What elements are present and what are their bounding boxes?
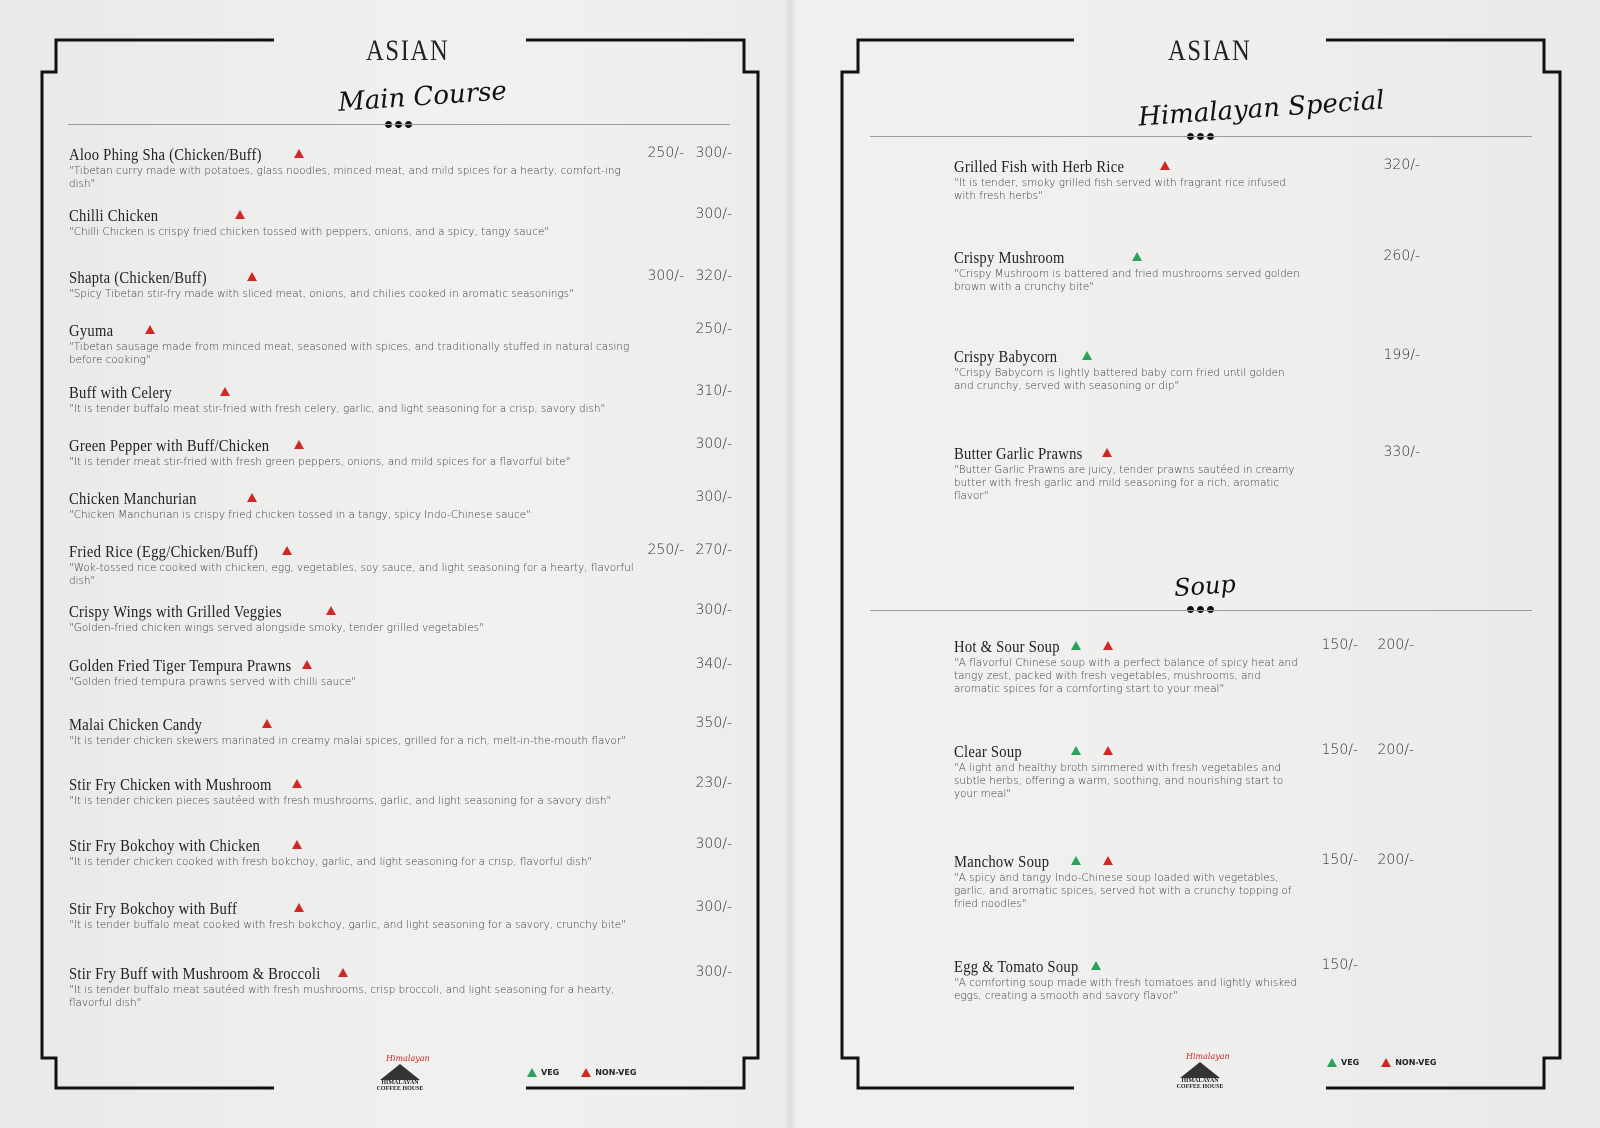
menu-item-name: Aloo Phing Sha (Chicken/Buff) — [69, 145, 262, 164]
price-large: 340/- — [695, 656, 732, 672]
right-page — [800, 0, 1600, 1128]
non-veg-icon — [294, 903, 304, 912]
section-divider — [870, 136, 1532, 137]
price-large: 300/- — [695, 206, 732, 222]
veg-icon — [1071, 746, 1081, 755]
price-large: 330/- — [1383, 444, 1420, 460]
section-heading-special: Himalayan Special — [1137, 85, 1386, 133]
menu-item-name: Stir Fry Bokchoy with Chicken — [69, 836, 261, 855]
price-large: 200/- — [1377, 742, 1414, 758]
price-large: 300/- — [695, 964, 732, 980]
price-large: 310/- — [695, 383, 732, 399]
menu-item-description: "It is tender buffalo meat cooked with fresh bokchoy, garlic, and light seasoning for a savory, crunchy bite" — [69, 919, 626, 931]
price-large: 300/- — [695, 899, 732, 915]
menu-item-description: "A comforting soup made with fresh tomatoes and lightly whisked eggs, creating a smooth and savory flavor" — [954, 977, 1297, 1002]
menu-item-description: "It is tender buffalo meat stir-fried with fresh celery, garlic, and light seasoning for a crisp, savory dish" — [69, 403, 606, 415]
price-large: 230/- — [695, 775, 732, 791]
price-large: 300/- — [695, 489, 732, 505]
brand-logo: Himalayan HIMALAYAN COFFEE HOUSE — [1176, 1052, 1230, 1090]
non-veg-icon — [292, 779, 302, 788]
menu-item-name: Egg & Tomato Soup — [954, 957, 1079, 976]
menu-item-description: "It is tender chicken skewers marinated in creamy malai spices, grilled for a rich, melt-in-the-mouth flavor" — [69, 735, 626, 747]
non-veg-icon — [235, 210, 245, 219]
non-veg-icon — [247, 272, 257, 281]
menu-item-description: "It is tender, smoky grilled fish served with fragrant rice infused with fresh herbs" — [954, 177, 1286, 202]
veg-icon — [1132, 252, 1142, 261]
page-title: ASIAN — [366, 34, 450, 67]
menu-item-description: "Wok-tossed rice cooked with chicken, egg, vegetables, soy sauce, and light seasoning for a hearty, flavorful dish" — [69, 562, 634, 587]
non-veg-icon — [220, 387, 230, 396]
menu-item-name: Stir Fry Bokchoy with Buff — [69, 899, 238, 918]
non-veg-icon — [145, 325, 155, 334]
price-small: 150/- — [1321, 742, 1358, 758]
price-small: 300/- — [647, 268, 684, 284]
menu-item-name: Stir Fry Buff with Mushroom & Broccoli — [69, 964, 321, 983]
right-page-frame — [800, 0, 1600, 1128]
menu-item-name: Manchow Soup — [954, 852, 1050, 871]
price-large: 250/- — [695, 321, 732, 337]
menu-item-name: Crispy Babycorn — [954, 347, 1058, 366]
price-small: 150/- — [1321, 637, 1358, 653]
menu-item-name: Buff with Celery — [69, 383, 172, 402]
menu-item-name: Butter Garlic Prawns — [954, 444, 1083, 463]
price-large: 300/- — [695, 836, 732, 852]
menu-item-name: Shapta (Chicken/Buff) — [69, 268, 207, 287]
menu-item-description: "It is tender meat stir-fried with fresh green peppers, onions, and mild spices for a flavorful bite" — [69, 456, 571, 468]
veg-icon — [527, 1068, 537, 1077]
non-veg-icon — [262, 719, 272, 728]
price-small: 250/- — [647, 542, 684, 558]
non-veg-icon — [282, 546, 292, 555]
diet-legend: VEG NON-VEG — [527, 1068, 658, 1077]
price-large: 350/- — [695, 715, 732, 731]
section-heading: Main Course — [337, 76, 508, 118]
menu-item-name: Gyuma — [69, 321, 114, 340]
non-veg-icon — [247, 493, 257, 502]
menu-item-description: "A spicy and tangy Indo-Chinese soup loaded with vegetables, garlic, and aromatic spices, served hot with a crunchy topping of fried noodles" — [954, 872, 1292, 910]
price-large: 199/- — [1383, 347, 1420, 363]
menu-item-name: Golden Fried Tiger Tempura Prawns — [69, 656, 292, 675]
menu-item-description: "Crispy Mushroom is battered and fried mushrooms served golden brown with a crunchy bite" — [954, 268, 1300, 293]
section-divider — [68, 124, 730, 125]
price-large: 300/- — [695, 602, 732, 618]
price-large: 200/- — [1377, 852, 1414, 868]
section-heading-soup: Soup — [1173, 569, 1237, 603]
menu-item-name: Chicken Manchurian — [69, 489, 197, 508]
veg-icon — [1071, 856, 1081, 865]
diet-legend: VEG NON-VEG — [1327, 1058, 1458, 1067]
non-veg-icon — [294, 440, 304, 449]
menu-item-description: "Golden fried tempura prawns served with chilli sauce" — [69, 676, 357, 688]
menu-item-description: "Tibetan sausage made from minced meat, seasoned with spices, and traditionally stuffed in natural casing before cooking" — [69, 341, 630, 366]
menu-item-name: Hot & Sour Soup — [954, 637, 1060, 656]
menu-item-name: Crispy Mushroom — [954, 248, 1065, 267]
veg-icon — [1327, 1058, 1337, 1067]
price-large: 200/- — [1377, 637, 1414, 653]
price-small: 150/- — [1321, 852, 1358, 868]
non-veg-icon — [326, 606, 336, 615]
menu-item-description: "Butter Garlic Prawns are juicy, tender prawns sautéed in creamy butter with fresh garlic and mild seasoning for a rich, aromatic flavor" — [954, 464, 1295, 502]
brand-logo: Himalayan HIMALAYAN COFFEE HOUSE — [376, 1054, 430, 1092]
non-veg-icon — [294, 149, 304, 158]
section-divider — [870, 610, 1532, 611]
menu-item-name: Clear Soup — [954, 742, 1022, 761]
price-large: 300/- — [695, 145, 732, 161]
menu-item-description: "Crispy Babycorn is lightly battered baby corn fried until golden and crunchy, served with seasoning or dip" — [954, 367, 1285, 392]
menu-item-name: Malai Chicken Candy — [69, 715, 203, 734]
price-large: 320/- — [1383, 157, 1420, 173]
non-veg-icon — [1103, 856, 1113, 865]
menu-item-name: Grilled Fish with Herb Rice — [954, 157, 1125, 176]
menu-item-name: Fried Rice (Egg/Chicken/Buff) — [69, 542, 259, 561]
page-title: ASIAN — [1168, 34, 1252, 67]
menu-item-description: "A light and healthy broth simmered with fresh vegetables and subtle herbs, offering a warm, soothing, and nourishing start to your meal" — [954, 762, 1284, 800]
menu-item-description: "A flavorful Chinese soup with a perfect balance of spicy heat and tangy zest, packed with fresh vegetables, mushrooms, and aromatic spices for a comforting start to your meal" — [954, 657, 1298, 695]
price-small: 150/- — [1321, 957, 1358, 973]
menu-item-description: "Spicy Tibetan stir-fry made with sliced meat, onions, and chilies cooked in aromatic seasonings" — [69, 288, 574, 300]
non-veg-icon — [1103, 746, 1113, 755]
price-large: 270/- — [695, 542, 732, 558]
non-veg-icon — [1102, 448, 1112, 457]
menu-item-name: Crispy Wings with Grilled Veggies — [69, 602, 282, 621]
non-veg-icon — [1381, 1058, 1391, 1067]
menu-item-description: "It is tender buffalo meat sautéed with fresh mushrooms, crisp broccoli, and light seasoning for a hearty, flavorful dish" — [69, 984, 615, 1009]
menu-item-name: Chilli Chicken — [69, 206, 159, 225]
non-veg-icon — [581, 1068, 591, 1077]
veg-icon — [1082, 351, 1092, 360]
menu-item-description: "Golden-fried chicken wings served alongside smoky, tender grilled vegetables" — [69, 622, 484, 634]
price-large: 300/- — [695, 436, 732, 452]
menu-item-description: "It is tender chicken pieces sautéed with fresh mushrooms, garlic, and light seasoning for a savory dish" — [69, 795, 612, 807]
menu-item-description: "Tibetan curry made with potatoes, glass noodles, minced meat, and mild spices for a hearty, comfort-ing dish" — [69, 165, 621, 190]
non-veg-icon — [338, 968, 348, 977]
price-large: 320/- — [695, 268, 732, 284]
menu-item-description: "Chicken Manchurian is crispy fried chicken tossed in a tangy, spicy Indo-Chinese sauce" — [69, 509, 531, 521]
menu-item-name: Stir Fry Chicken with Mushroom — [69, 775, 272, 794]
non-veg-icon — [302, 660, 312, 669]
veg-icon — [1071, 641, 1081, 650]
non-veg-icon — [1103, 641, 1113, 650]
price-large: 260/- — [1383, 248, 1420, 264]
non-veg-icon — [1160, 161, 1170, 170]
price-small: 250/- — [647, 145, 684, 161]
menu-item-description: "It is tender chicken cooked with fresh bokchoy, garlic, and light seasoning for a crisp, flavorful dish" — [69, 856, 593, 868]
menu-item-name: Green Pepper with Buff/Chicken — [69, 436, 270, 455]
veg-icon — [1091, 961, 1101, 970]
non-veg-icon — [292, 840, 302, 849]
menu-item-description: "Chilli Chicken is crispy fried chicken tossed with peppers, onions, and a spicy, tangy sauce" — [69, 226, 550, 238]
